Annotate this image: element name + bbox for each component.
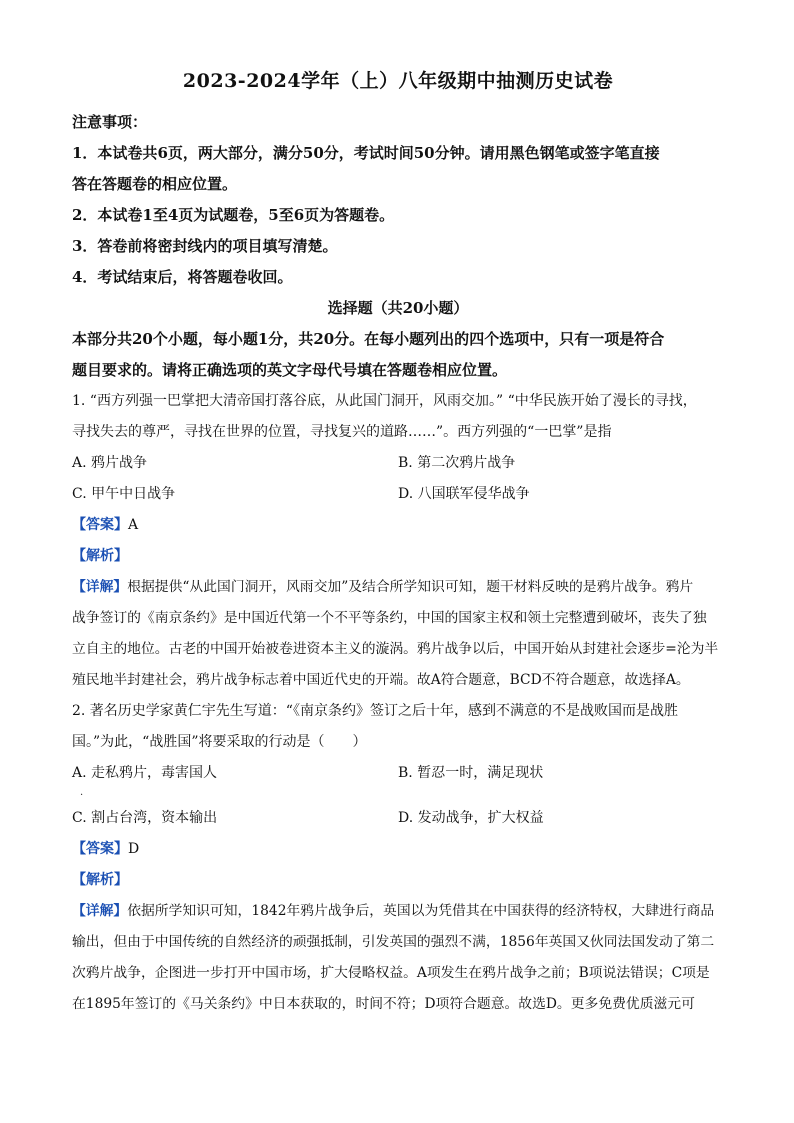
section-intro: 题目要求的。请将正确选项的英文字母代号填在答题卷相应位置。 xyxy=(72,361,508,379)
detail-line xyxy=(72,896,724,927)
notice-block xyxy=(72,107,724,293)
detail-line: 战争签订的《南京条约》是中国近代第一个不平等条约，中国的国家主权和领土完整遭到破坏，丧失了独 xyxy=(72,610,707,626)
notice-item: 3．答卷前将密封线内的项目填写清楚。 xyxy=(72,237,338,255)
question-1 xyxy=(72,386,724,696)
detail-tag: 【详解】 xyxy=(72,579,128,595)
options xyxy=(72,448,724,510)
answer-value: A xyxy=(128,517,139,533)
notice-heading: 注意事项： xyxy=(72,113,148,131)
answer-tag: 【答案】 xyxy=(72,841,128,857)
analysis-tag: 【解析】 xyxy=(72,872,128,888)
question-stem: 寻找失去的尊严，寻找在世界的位置，寻找复兴的道路……”。西方列强的“一巴掌”是指 xyxy=(72,424,612,440)
detail-line xyxy=(72,572,724,603)
question-stem: 国。”为此，“战胜国”将要采取的行动是（ ） xyxy=(72,734,367,750)
option-c: C. 甲午中日战争 xyxy=(72,486,176,502)
section-heading: 选择题（共20小题） xyxy=(327,299,469,317)
detail-line: 次鸦片战争，企图进一步打开中国市场，扩大侵略权益。A项发生在鸦片战争之前；B项说法错误；C项是 xyxy=(72,965,710,981)
detail-text: 根据提供“从此国门洞开，风雨交加”及结合所学知识可知，题干材料反映的是鸦片战争。鸦片 xyxy=(127,579,694,595)
detail-line: 殖民地半封建社会，鸦片战争标志着中国近代史的开端。故A符合题意，BCD不符合题意，故选择A。 xyxy=(72,672,690,688)
question-2 xyxy=(72,696,724,1020)
question-stem: 2. 著名历史学家黄仁宇先生写道：“《南京条约》签订之后十年，感到不满意的不是战败国而是战胜 xyxy=(72,703,678,719)
page-title: 2023-2024学年（上）八年级期中抽测历史试卷 xyxy=(182,70,614,92)
answer-tag: 【答案】 xyxy=(72,517,128,533)
answer-line xyxy=(72,510,724,541)
detail-line: 输出，但由于中国传统的自然经济的顽强抵制，引发英国的强烈不满，1856年英国又伙同法国发动了第二 xyxy=(72,934,715,950)
option-d: D. 发动战争，扩大权益 xyxy=(398,810,544,826)
notice-item: 答在答题卷的相应位置。 xyxy=(72,175,238,193)
analysis-tag: 【解析】 xyxy=(72,548,128,564)
detail-line: 立自主的地位。古老的中国开始被卷进资本主义的漩涡。鸦片战争以后，中国开始从封建社会逐步=沦为半 xyxy=(72,641,719,657)
detail-line: 在1895年签订的《马关条约》中日本获取的，时间不符；D项符合题意。故选D。更多免费优质滋元可 xyxy=(72,996,695,1012)
option-b: B. 暂忍一时，满足现状 xyxy=(398,765,544,781)
stray-dot: · xyxy=(80,790,84,801)
notice-item: 2．本试卷1至4页为试题卷，5至6页为答题卷。 xyxy=(72,206,395,224)
question-stem: 1. “西方列强一巴掌把大清帝国打落谷底，从此国门洞开，风雨交加。” “中华民族开始了漫长的寻找， xyxy=(72,393,697,409)
detail-text: 依据所学知识可知，1842年鸦片战争后，英国以为凭借其在中国获得的经济特权，大肆进行商品 xyxy=(127,903,715,919)
answer-line xyxy=(72,834,724,865)
option-c: C. 割占台湾，资本输出 xyxy=(72,810,218,826)
option-d: D. 八国联军侵华战争 xyxy=(398,486,530,502)
answer-value: D xyxy=(128,841,140,857)
option-b: B. 第二次鸦片战争 xyxy=(398,455,516,471)
options xyxy=(72,803,724,834)
section-intro: 本部分共20个小题，每小题1分，共20分。在每小题列出的四个选项中，只有一项是符合 xyxy=(72,330,665,348)
detail-tag: 【详解】 xyxy=(72,903,128,919)
option-a: A. 走私鸦片，毒害国人 xyxy=(72,765,218,781)
notice-item: 4．考试结束后，将答题卷收回。 xyxy=(72,268,293,286)
option-a: A. 鸦片战争 xyxy=(72,455,148,471)
options xyxy=(72,758,724,789)
exam-page xyxy=(72,66,724,1020)
notice-item: 1．本试卷共6页，两大部分，满分50分，考试时间50分钟。请用黑色钢笔或签字笔直接 xyxy=(72,144,660,162)
